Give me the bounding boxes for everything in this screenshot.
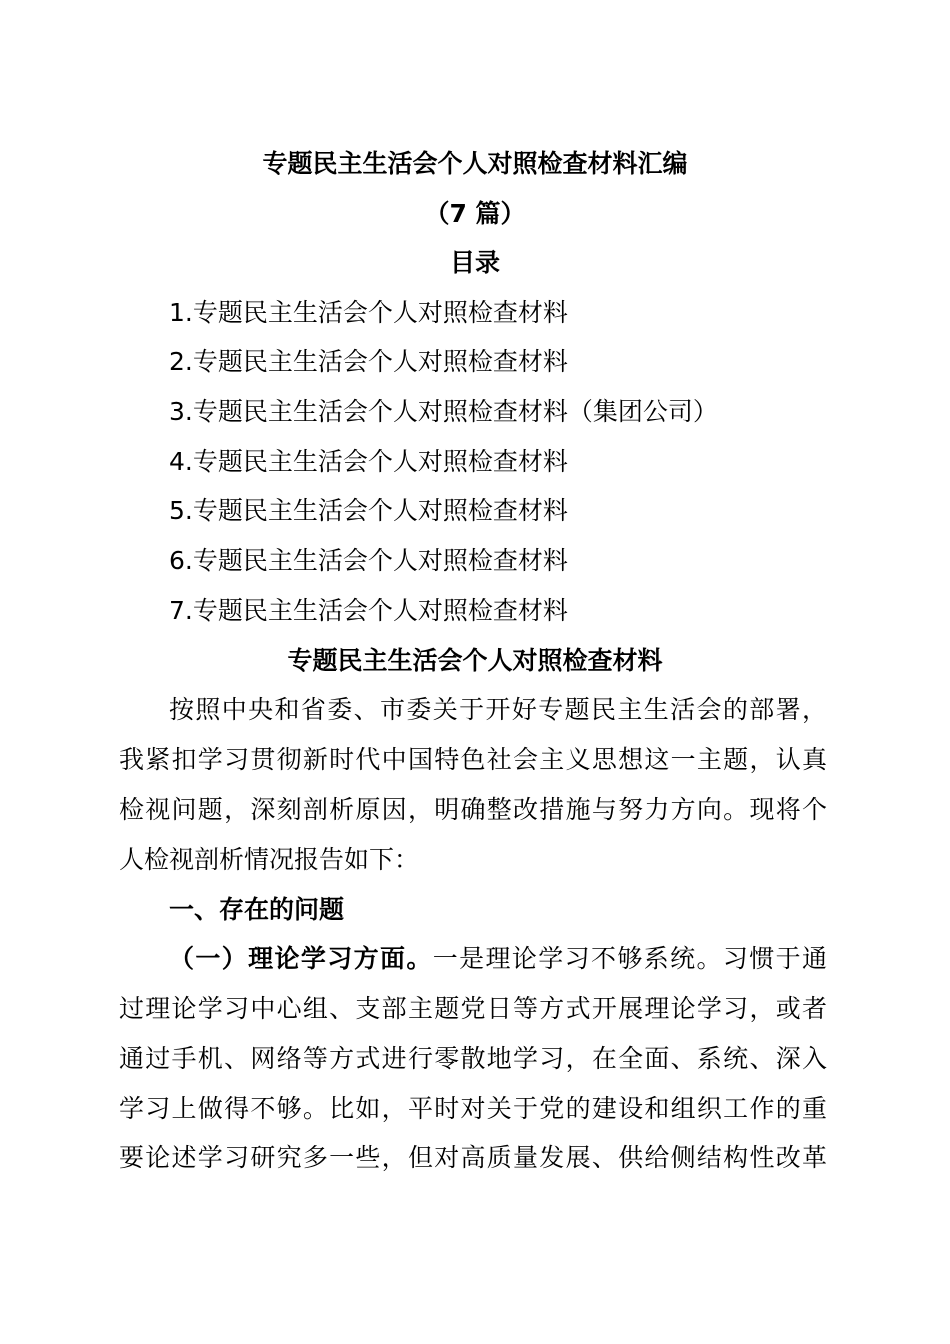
toc-item: 3.专题民主生活会个人对照检查材料（集团公司）	[169, 397, 718, 426]
document-title: 专题民主生活会个人对照检查材料汇编	[262, 149, 688, 178]
body-line: 学习上做得不够。比如，平时对关于党的建设和组织工作的重	[119, 1094, 827, 1123]
intro-line: 人检视剖析情况报告如下：	[119, 845, 420, 874]
toc-item: 1.专题民主生活会个人对照检查材料	[169, 298, 568, 327]
intro-line: 我紧扣学习贯彻新时代中国特色社会主义思想这一主题，认真	[119, 745, 827, 774]
article-title: 专题民主生活会个人对照检查材料	[287, 646, 663, 675]
intro-line: 检视问题，深刻剖析原因，明确整改措施与努力方向。现将个	[119, 795, 827, 824]
toc-item: 4.专题民主生活会个人对照检查材料	[169, 447, 568, 476]
toc-item: 6.专题民主生活会个人对照检查材料	[169, 546, 568, 575]
toc-item: 5.专题民主生活会个人对照检查材料	[169, 496, 568, 525]
body-line: 要论述学习研究多一些，但对高质量发展、供给侧结构性改革	[119, 1143, 827, 1172]
body-line: 过理论学习中心组、支部主题党日等方式开展理论学习，或者	[119, 994, 827, 1023]
document-subtitle: （7 篇）	[424, 199, 526, 228]
body-line: 通过手机、网络等方式进行零散地学习，在全面、系统、深入	[119, 1044, 827, 1073]
subsection-first-line	[169, 942, 827, 976]
toc-item: 2.专题民主生活会个人对照检查材料	[169, 347, 568, 376]
toc-heading: 目录	[449, 248, 500, 277]
subsection-first-text: 一是理论学习不够系统。习惯于通	[432, 944, 827, 973]
subsection-heading: （一）理论学习方面。	[169, 944, 433, 973]
intro-line: 按照中央和省委、市委关于开好专题民主生活会的部署，	[169, 695, 827, 724]
toc-item: 7.专题民主生活会个人对照检查材料	[169, 596, 568, 625]
section-heading: 一、存在的问题	[169, 895, 345, 924]
